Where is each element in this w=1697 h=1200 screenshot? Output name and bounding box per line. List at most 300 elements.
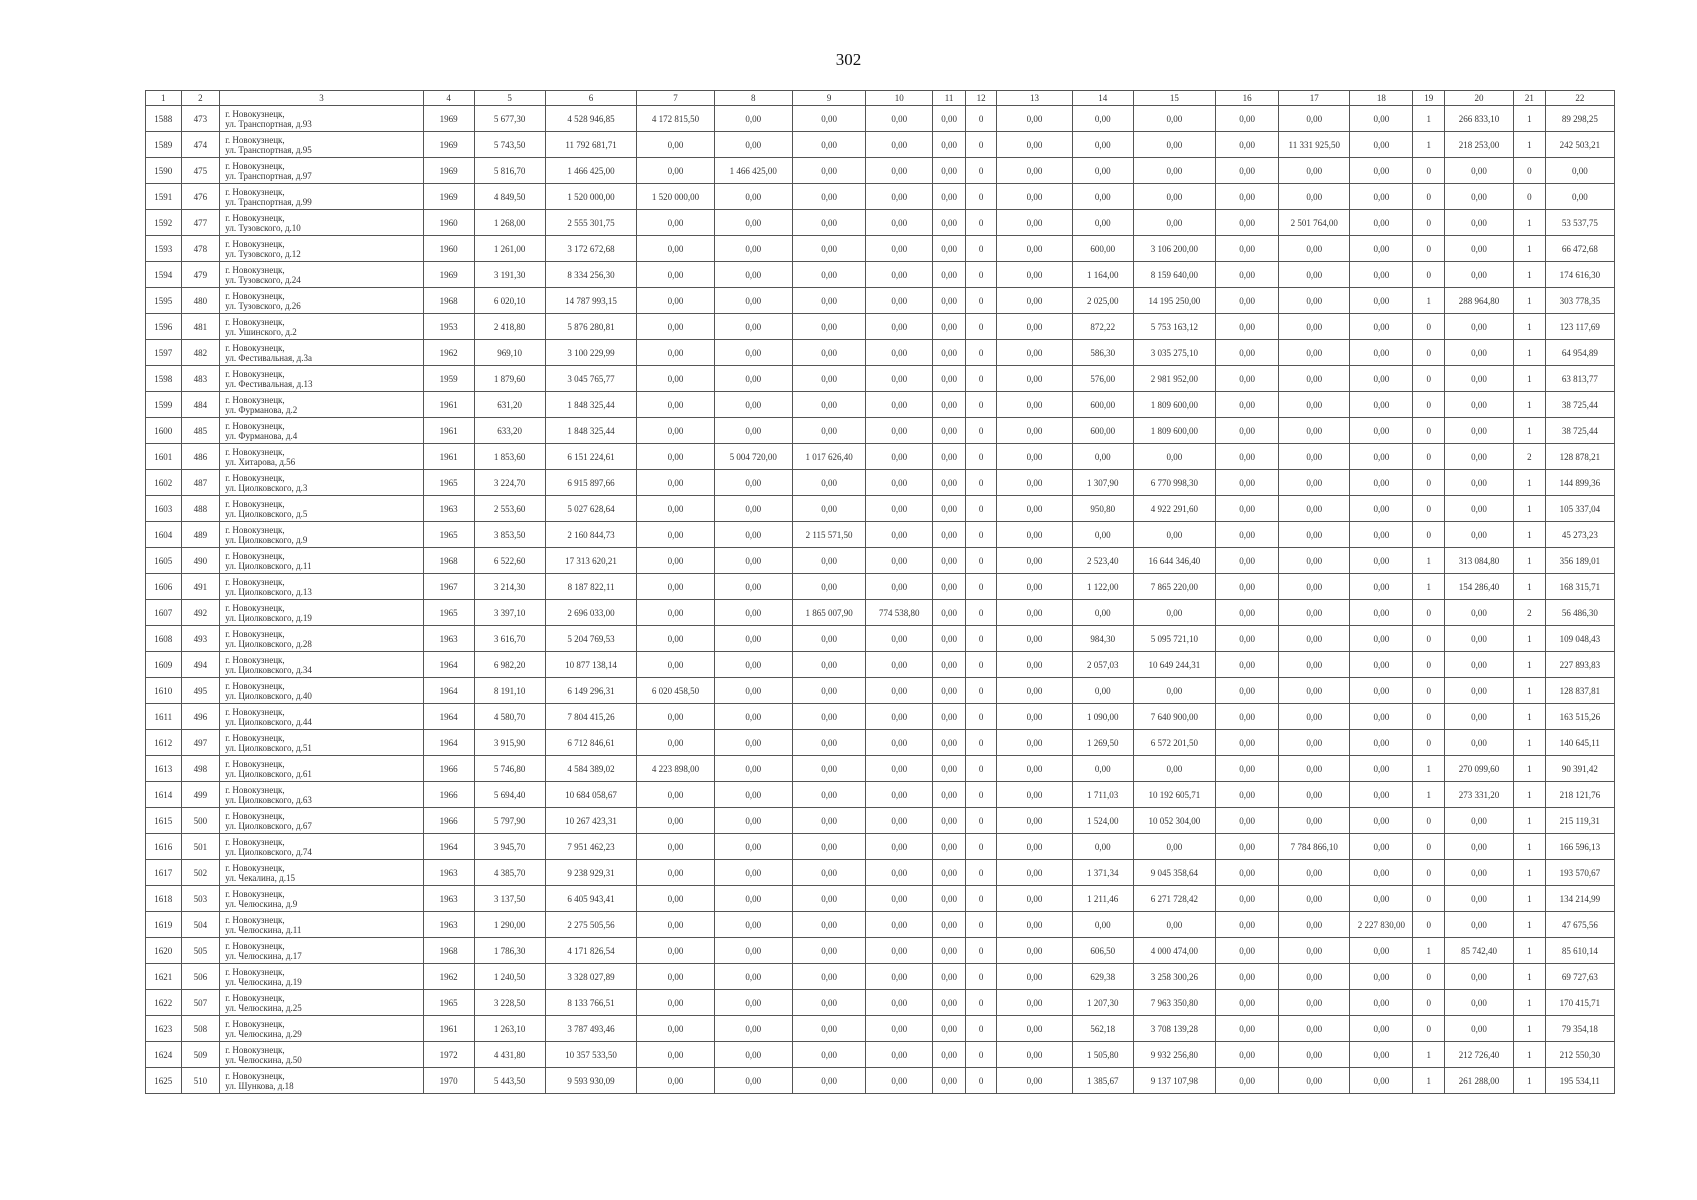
cell-col-9: 0,00 [792, 964, 865, 990]
cell-col-5: 6 522,60 [474, 548, 545, 574]
cell-col-21: 1 [1514, 470, 1546, 496]
cell-col-13: 0,00 [997, 366, 1072, 392]
address-cell [220, 1016, 423, 1042]
table-row [146, 366, 1615, 392]
cell-col-19: 0 [1413, 678, 1445, 704]
cell-col-21: 1 [1514, 964, 1546, 990]
cell-col-10: 0,00 [866, 1042, 933, 1068]
cell-col-18: 0,00 [1350, 756, 1413, 782]
table-row [146, 496, 1615, 522]
cell-col-11: 0,00 [933, 366, 966, 392]
cell-col-11: 0,00 [933, 600, 966, 626]
cell-col-11: 0,00 [933, 210, 966, 236]
table-row [146, 1068, 1615, 1094]
cell-col-8: 0,00 [714, 704, 792, 730]
cell-col-13: 0,00 [997, 756, 1072, 782]
column-header-4: 4 [423, 91, 474, 106]
cell-col-5: 3 945,70 [474, 834, 545, 860]
cell-col-5: 6 982,20 [474, 652, 545, 678]
cell-col-11: 0,00 [933, 262, 966, 288]
table-row [146, 756, 1615, 782]
address-city: г. Новокузнецк, [225, 316, 285, 327]
cell-col-2: 508 [181, 1016, 220, 1042]
cell-col-9: 0,00 [792, 808, 865, 834]
cell-col-4: 1966 [423, 756, 474, 782]
cell-col-16: 0,00 [1216, 600, 1279, 626]
cell-col-2: 486 [181, 444, 220, 470]
cell-col-10: 0,00 [866, 158, 933, 184]
cell-col-7: 0,00 [637, 392, 714, 418]
cell-col-9: 0,00 [792, 990, 865, 1016]
cell-col-4: 1962 [423, 964, 474, 990]
cell-col-20: 313 084,80 [1444, 548, 1513, 574]
cell-col-10: 0,00 [866, 366, 933, 392]
cell-col-17: 0,00 [1279, 236, 1350, 262]
cell-col-14: 1 371,34 [1072, 860, 1133, 886]
address-street: ул. Шункова, д.18 [225, 1080, 294, 1091]
cell-col-14: 1 122,00 [1072, 574, 1133, 600]
cell-col-6: 4 584 389,02 [545, 756, 637, 782]
cell-col-16: 0,00 [1216, 262, 1279, 288]
cell-col-5: 3 853,50 [474, 522, 545, 548]
cell-col-6: 6 712 846,61 [545, 730, 637, 756]
cell-col-1: 1609 [146, 652, 182, 678]
cell-col-16: 0,00 [1216, 912, 1279, 938]
cell-col-19: 0 [1413, 834, 1445, 860]
cell-col-19: 1 [1413, 574, 1445, 600]
cell-col-8: 5 004 720,00 [714, 444, 792, 470]
cell-col-10: 0,00 [866, 392, 933, 418]
cell-col-4: 1965 [423, 600, 474, 626]
cell-col-1: 1598 [146, 366, 182, 392]
cell-col-8: 0,00 [714, 782, 792, 808]
cell-col-12: 0 [965, 964, 997, 990]
cell-col-20: 0,00 [1444, 262, 1513, 288]
address-street: ул. Циолковского, д.67 [225, 820, 312, 831]
cell-col-15: 10 052 304,00 [1133, 808, 1215, 834]
cell-col-15: 0,00 [1133, 834, 1215, 860]
cell-col-5: 1 240,50 [474, 964, 545, 990]
cell-col-17: 0,00 [1279, 678, 1350, 704]
cell-col-4: 1964 [423, 730, 474, 756]
cell-col-7: 0,00 [637, 522, 714, 548]
cell-col-2: 482 [181, 340, 220, 366]
cell-col-17: 0,00 [1279, 652, 1350, 678]
cell-col-13: 0,00 [997, 158, 1072, 184]
address-city: г. Новокузнецк, [225, 342, 285, 353]
cell-col-18: 0,00 [1350, 652, 1413, 678]
cell-col-16: 0,00 [1216, 496, 1279, 522]
cell-col-2: 507 [181, 990, 220, 1016]
cell-col-22: 174 616,30 [1545, 262, 1614, 288]
cell-col-21: 1 [1514, 132, 1546, 158]
cell-col-18: 0,00 [1350, 184, 1413, 210]
address-cell [220, 548, 423, 574]
cell-col-6: 6 149 296,31 [545, 678, 637, 704]
cell-col-6: 8 187 822,11 [545, 574, 637, 600]
cell-col-14: 1 524,00 [1072, 808, 1133, 834]
cell-col-7: 0,00 [637, 548, 714, 574]
cell-col-18: 0,00 [1350, 496, 1413, 522]
cell-col-17: 0,00 [1279, 1016, 1350, 1042]
address-street: ул. Тузовского, д.12 [225, 248, 301, 259]
cell-col-14: 984,30 [1072, 626, 1133, 652]
cell-col-9: 0,00 [792, 860, 865, 886]
cell-col-21: 1 [1514, 704, 1546, 730]
cell-col-4: 1966 [423, 808, 474, 834]
cell-col-10: 0,00 [866, 704, 933, 730]
cell-col-21: 1 [1514, 834, 1546, 860]
cell-col-11: 0,00 [933, 496, 966, 522]
cell-col-21: 1 [1514, 574, 1546, 600]
cell-col-14: 0,00 [1072, 132, 1133, 158]
table-row [146, 1016, 1615, 1042]
cell-col-4: 1965 [423, 470, 474, 496]
cell-col-6: 3 172 672,68 [545, 236, 637, 262]
cell-col-22: 0,00 [1545, 184, 1614, 210]
cell-col-7: 0,00 [637, 1042, 714, 1068]
cell-col-15: 1 809 600,00 [1133, 418, 1215, 444]
cell-col-20: 0,00 [1444, 808, 1513, 834]
cell-col-21: 1 [1514, 756, 1546, 782]
cell-col-6: 6 915 897,66 [545, 470, 637, 496]
cell-col-5: 3 191,30 [474, 262, 545, 288]
cell-col-1: 1592 [146, 210, 182, 236]
cell-col-1: 1606 [146, 574, 182, 600]
address-street: ул. Циолковского, д.9 [225, 534, 308, 545]
cell-col-4: 1960 [423, 236, 474, 262]
column-header-21: 21 [1514, 91, 1546, 106]
cell-col-20: 0,00 [1444, 210, 1513, 236]
address-cell [220, 652, 423, 678]
cell-col-2: 487 [181, 470, 220, 496]
cell-col-1: 1622 [146, 990, 182, 1016]
cell-col-20: 288 964,80 [1444, 288, 1513, 314]
cell-col-21: 1 [1514, 990, 1546, 1016]
cell-col-22: 193 570,67 [1545, 860, 1614, 886]
cell-col-5: 5 743,50 [474, 132, 545, 158]
cell-col-17: 0,00 [1279, 184, 1350, 210]
cell-col-10: 0,00 [866, 340, 933, 366]
cell-col-10: 0,00 [866, 210, 933, 236]
cell-col-10: 0,00 [866, 262, 933, 288]
cell-col-17: 0,00 [1279, 912, 1350, 938]
cell-col-5: 3 214,30 [474, 574, 545, 600]
cell-col-22: 45 273,23 [1545, 522, 1614, 548]
address-street: ул. Транспортная, д.95 [225, 144, 312, 155]
cell-col-20: 0,00 [1444, 522, 1513, 548]
cell-col-12: 0 [965, 912, 997, 938]
cell-col-10: 0,00 [866, 938, 933, 964]
cell-col-8: 0,00 [714, 964, 792, 990]
column-header-9: 9 [792, 91, 865, 106]
address-city: г. Новокузнецк, [225, 888, 285, 899]
cell-col-10: 0,00 [866, 288, 933, 314]
cell-col-20: 0,00 [1444, 158, 1513, 184]
cell-col-13: 0,00 [997, 444, 1072, 470]
cell-col-7: 4 172 815,50 [637, 106, 714, 132]
cell-col-1: 1624 [146, 1042, 182, 1068]
cell-col-6: 2 696 033,00 [545, 600, 637, 626]
cell-col-7: 0,00 [637, 132, 714, 158]
cell-col-5: 3 228,50 [474, 990, 545, 1016]
cell-col-16: 0,00 [1216, 340, 1279, 366]
cell-col-15: 0,00 [1133, 522, 1215, 548]
cell-col-14: 0,00 [1072, 834, 1133, 860]
cell-col-18: 0,00 [1350, 860, 1413, 886]
cell-col-12: 0 [965, 236, 997, 262]
cell-col-5: 3 137,50 [474, 886, 545, 912]
cell-col-1: 1591 [146, 184, 182, 210]
cell-col-20: 0,00 [1444, 730, 1513, 756]
cell-col-11: 0,00 [933, 808, 966, 834]
cell-col-11: 0,00 [933, 652, 966, 678]
cell-col-16: 0,00 [1216, 314, 1279, 340]
address-cell [220, 496, 423, 522]
cell-col-18: 0,00 [1350, 106, 1413, 132]
cell-col-15: 0,00 [1133, 444, 1215, 470]
cell-col-11: 0,00 [933, 158, 966, 184]
cell-col-13: 0,00 [997, 964, 1072, 990]
cell-col-21: 1 [1514, 366, 1546, 392]
cell-col-13: 0,00 [997, 834, 1072, 860]
cell-col-21: 1 [1514, 548, 1546, 574]
cell-col-19: 1 [1413, 1068, 1445, 1094]
cell-col-19: 0 [1413, 340, 1445, 366]
cell-col-18: 0,00 [1350, 314, 1413, 340]
cell-col-15: 7 865 220,00 [1133, 574, 1215, 600]
cell-col-11: 0,00 [933, 1068, 966, 1094]
cell-col-22: 66 472,68 [1545, 236, 1614, 262]
cell-col-16: 0,00 [1216, 1068, 1279, 1094]
cell-col-10: 0,00 [866, 496, 933, 522]
address-street: ул. Циолковского, д.51 [225, 742, 312, 753]
cell-col-11: 0,00 [933, 886, 966, 912]
table-row [146, 210, 1615, 236]
cell-col-18: 0,00 [1350, 574, 1413, 600]
address-street: ул. Фестивальная, д.3а [225, 352, 312, 363]
address-cell [220, 158, 423, 184]
cell-col-14: 0,00 [1072, 522, 1133, 548]
cell-col-16: 0,00 [1216, 990, 1279, 1016]
cell-col-16: 0,00 [1216, 158, 1279, 184]
cell-col-11: 0,00 [933, 236, 966, 262]
cell-col-14: 950,80 [1072, 496, 1133, 522]
cell-col-16: 0,00 [1216, 730, 1279, 756]
cell-col-15: 7 963 350,80 [1133, 990, 1215, 1016]
cell-col-20: 0,00 [1444, 600, 1513, 626]
column-header-2: 2 [181, 91, 220, 106]
address-cell [220, 704, 423, 730]
cell-col-5: 4 580,70 [474, 704, 545, 730]
cell-col-17: 11 331 925,50 [1279, 132, 1350, 158]
cell-col-5: 2 418,80 [474, 314, 545, 340]
cell-col-14: 1 711,03 [1072, 782, 1133, 808]
cell-col-21: 1 [1514, 288, 1546, 314]
cell-col-2: 504 [181, 912, 220, 938]
cell-col-16: 0,00 [1216, 834, 1279, 860]
cell-col-10: 0,00 [866, 834, 933, 860]
cell-col-7: 0,00 [637, 704, 714, 730]
address-city: г. Новокузнецк, [225, 550, 285, 561]
cell-col-6: 14 787 993,15 [545, 288, 637, 314]
table-row [146, 730, 1615, 756]
cell-col-4: 1964 [423, 834, 474, 860]
cell-col-17: 0,00 [1279, 626, 1350, 652]
cell-col-2: 494 [181, 652, 220, 678]
address-city: г. Новокузнецк, [225, 186, 285, 197]
cell-col-22: 168 315,71 [1545, 574, 1614, 600]
address-city: г. Новокузнецк, [225, 1070, 285, 1081]
cell-col-22: 123 117,69 [1545, 314, 1614, 340]
cell-col-20: 0,00 [1444, 626, 1513, 652]
cell-col-4: 1969 [423, 106, 474, 132]
cell-col-1: 1625 [146, 1068, 182, 1094]
cell-col-8: 0,00 [714, 834, 792, 860]
cell-col-13: 0,00 [997, 990, 1072, 1016]
cell-col-2: 484 [181, 392, 220, 418]
cell-col-8: 0,00 [714, 392, 792, 418]
address-cell [220, 288, 423, 314]
address-city: г. Новокузнецк, [225, 836, 285, 847]
cell-col-15: 0,00 [1133, 132, 1215, 158]
table-row [146, 600, 1615, 626]
cell-col-1: 1612 [146, 730, 182, 756]
table-row [146, 1042, 1615, 1068]
cell-col-1: 1602 [146, 470, 182, 496]
cell-col-1: 1605 [146, 548, 182, 574]
column-header-6: 6 [545, 91, 637, 106]
cell-col-11: 0,00 [933, 184, 966, 210]
cell-col-6: 5 204 769,53 [545, 626, 637, 652]
cell-col-5: 631,20 [474, 392, 545, 418]
cell-col-14: 586,30 [1072, 340, 1133, 366]
cell-col-22: 69 727,63 [1545, 964, 1614, 990]
cell-col-8: 0,00 [714, 652, 792, 678]
cell-col-7: 0,00 [637, 782, 714, 808]
cell-col-10: 0,00 [866, 756, 933, 782]
cell-col-14: 629,38 [1072, 964, 1133, 990]
cell-col-20: 0,00 [1444, 340, 1513, 366]
cell-col-1: 1601 [146, 444, 182, 470]
cell-col-9: 0,00 [792, 574, 865, 600]
table-row [146, 314, 1615, 340]
column-header-7: 7 [637, 91, 714, 106]
cell-col-6: 10 267 423,31 [545, 808, 637, 834]
cell-col-8: 0,00 [714, 106, 792, 132]
cell-col-4: 1970 [423, 1068, 474, 1094]
cell-col-16: 0,00 [1216, 782, 1279, 808]
table-row [146, 574, 1615, 600]
cell-col-5: 1 261,00 [474, 236, 545, 262]
cell-col-19: 0 [1413, 912, 1445, 938]
column-header-20: 20 [1444, 91, 1513, 106]
cell-col-6: 9 238 929,31 [545, 860, 637, 886]
cell-col-15: 7 640 900,00 [1133, 704, 1215, 730]
cell-col-13: 0,00 [997, 886, 1072, 912]
cell-col-9: 0,00 [792, 678, 865, 704]
cell-col-17: 0,00 [1279, 600, 1350, 626]
cell-col-14: 2 057,03 [1072, 652, 1133, 678]
address-cell [220, 210, 423, 236]
cell-col-14: 2 523,40 [1072, 548, 1133, 574]
cell-col-7: 0,00 [637, 340, 714, 366]
cell-col-20: 0,00 [1444, 366, 1513, 392]
cell-col-19: 0 [1413, 392, 1445, 418]
cell-col-17: 0,00 [1279, 262, 1350, 288]
cell-col-21: 0 [1514, 158, 1546, 184]
cell-col-16: 0,00 [1216, 1042, 1279, 1068]
table-row [146, 886, 1615, 912]
cell-col-15: 9 932 256,80 [1133, 1042, 1215, 1068]
cell-col-13: 0,00 [997, 210, 1072, 236]
cell-col-9: 0,00 [792, 704, 865, 730]
cell-col-13: 0,00 [997, 184, 1072, 210]
cell-col-2: 478 [181, 236, 220, 262]
cell-col-15: 5 753 163,12 [1133, 314, 1215, 340]
cell-col-2: 499 [181, 782, 220, 808]
cell-col-17: 0,00 [1279, 1042, 1350, 1068]
cell-col-22: 303 778,35 [1545, 288, 1614, 314]
cell-col-7: 0,00 [637, 236, 714, 262]
cell-col-11: 0,00 [933, 678, 966, 704]
cell-col-18: 0,00 [1350, 158, 1413, 184]
cell-col-7: 0,00 [637, 574, 714, 600]
address-street: ул. Хитарова, д.56 [225, 456, 296, 467]
address-street: ул. Чекалина, д.15 [225, 872, 295, 883]
cell-col-1: 1600 [146, 418, 182, 444]
cell-col-18: 0,00 [1350, 288, 1413, 314]
cell-col-20: 0,00 [1444, 496, 1513, 522]
cell-col-20: 0,00 [1444, 990, 1513, 1016]
cell-col-1: 1618 [146, 886, 182, 912]
cell-col-7: 0,00 [637, 288, 714, 314]
address-cell [220, 444, 423, 470]
cell-col-21: 1 [1514, 938, 1546, 964]
cell-col-16: 0,00 [1216, 704, 1279, 730]
address-street: ул. Циолковского, д.13 [225, 586, 312, 597]
cell-col-7: 4 223 898,00 [637, 756, 714, 782]
cell-col-1: 1613 [146, 756, 182, 782]
cell-col-7: 1 520 000,00 [637, 184, 714, 210]
cell-col-17: 0,00 [1279, 288, 1350, 314]
cell-col-12: 0 [965, 886, 997, 912]
cell-col-20: 154 286,40 [1444, 574, 1513, 600]
cell-col-6: 2 160 844,73 [545, 522, 637, 548]
cell-col-1: 1596 [146, 314, 182, 340]
address-street: ул. Челюскина, д.19 [225, 976, 302, 987]
cell-col-7: 0,00 [637, 886, 714, 912]
column-header-17: 17 [1279, 91, 1350, 106]
cell-col-15: 0,00 [1133, 678, 1215, 704]
cell-col-18: 0,00 [1350, 262, 1413, 288]
cell-col-16: 0,00 [1216, 548, 1279, 574]
cell-col-2: 506 [181, 964, 220, 990]
cell-col-4: 1963 [423, 912, 474, 938]
cell-col-15: 9 137 107,98 [1133, 1068, 1215, 1094]
cell-col-14: 606,50 [1072, 938, 1133, 964]
cell-col-16: 0,00 [1216, 522, 1279, 548]
cell-col-2: 493 [181, 626, 220, 652]
cell-col-2: 502 [181, 860, 220, 886]
cell-col-1: 1607 [146, 600, 182, 626]
cell-col-18: 0,00 [1350, 730, 1413, 756]
cell-col-14: 1 385,67 [1072, 1068, 1133, 1094]
cell-col-18: 0,00 [1350, 418, 1413, 444]
cell-col-17: 0,00 [1279, 964, 1350, 990]
cell-col-13: 0,00 [997, 1016, 1072, 1042]
cell-col-9: 0,00 [792, 496, 865, 522]
